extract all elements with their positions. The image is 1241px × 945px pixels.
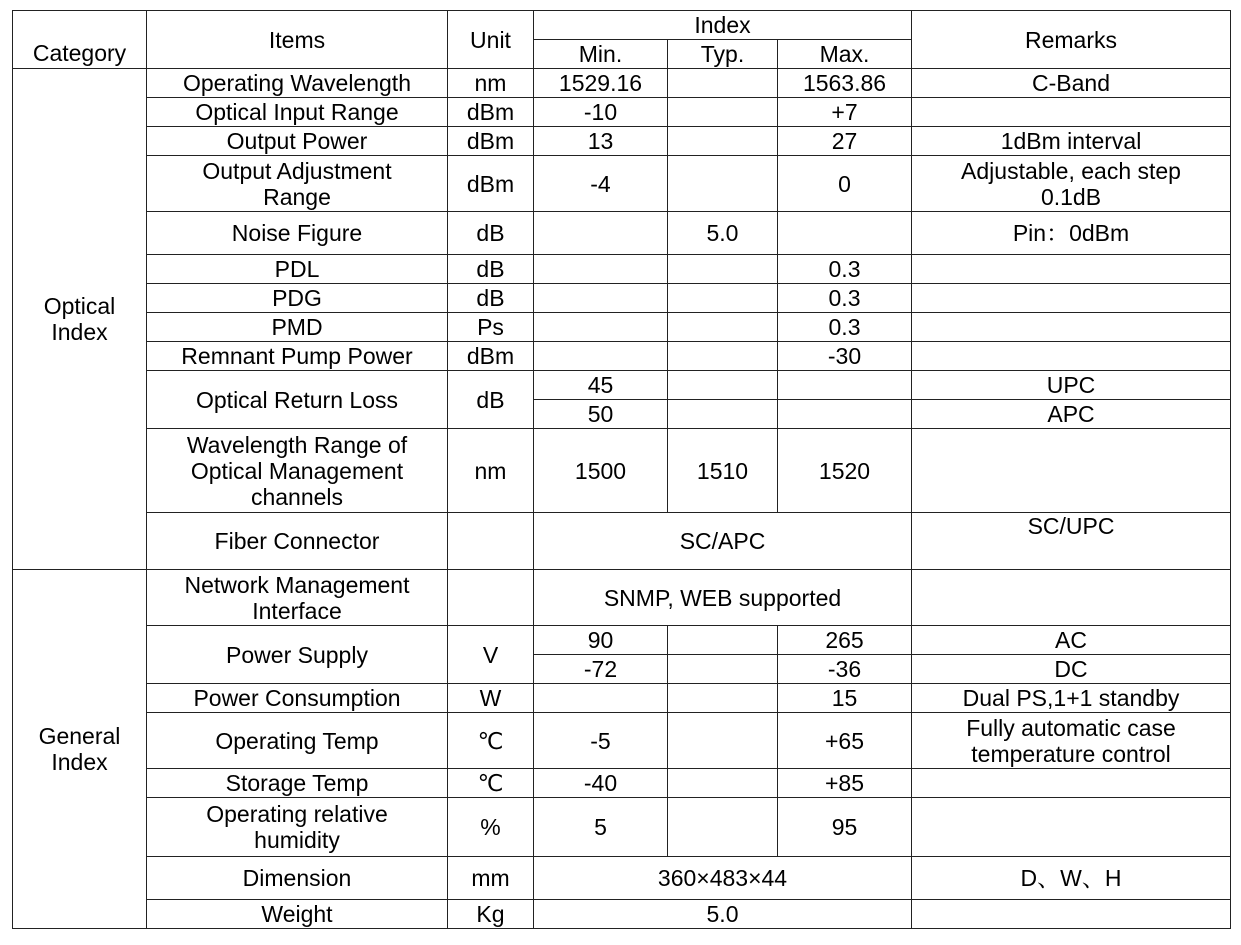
item-cell: Operating Temp xyxy=(147,713,448,769)
index-cell: SNMP, WEB supported xyxy=(534,570,912,626)
item-cell: Output Power xyxy=(147,127,448,156)
max-cell xyxy=(778,371,912,400)
item-cell: PDL xyxy=(147,255,448,284)
item-cell: Storage Temp xyxy=(147,769,448,798)
table-row xyxy=(13,212,1231,255)
table-row xyxy=(13,513,1231,570)
unit-cell xyxy=(448,513,534,570)
unit-cell: dB xyxy=(448,255,534,284)
min-cell: 90 xyxy=(534,626,668,655)
min-cell: 13 xyxy=(534,127,668,156)
typ-cell xyxy=(668,626,778,655)
typ-cell xyxy=(668,400,778,429)
unit-cell: dBm xyxy=(448,342,534,371)
max-cell: +65 xyxy=(778,713,912,769)
min-cell xyxy=(534,684,668,713)
unit-cell: % xyxy=(448,798,534,857)
remarks-cell xyxy=(912,798,1231,857)
min-cell: -4 xyxy=(534,156,668,212)
table-row xyxy=(13,429,1231,513)
remarks-cell xyxy=(912,255,1231,284)
header-unit: Unit xyxy=(448,11,534,69)
typ-cell xyxy=(668,655,778,684)
table-row xyxy=(13,626,1231,655)
typ-cell xyxy=(668,713,778,769)
max-cell: 265 xyxy=(778,626,912,655)
item-cell: Dimension xyxy=(147,857,448,900)
category-optical: Optical Index xyxy=(13,69,147,570)
remarks-cell: Dual PS,1+1 standby xyxy=(912,684,1231,713)
remarks-cell: UPC xyxy=(912,371,1231,400)
min-cell: 1529.16 xyxy=(534,69,668,98)
min-cell: -10 xyxy=(534,98,668,127)
min-cell: 5 xyxy=(534,798,668,857)
typ-cell xyxy=(668,127,778,156)
remarks-cell: D、W、H xyxy=(912,857,1231,900)
remarks-cell xyxy=(912,342,1231,371)
typ-cell xyxy=(668,98,778,127)
max-cell: 95 xyxy=(778,798,912,857)
remarks-cell xyxy=(912,98,1231,127)
min-cell xyxy=(534,342,668,371)
typ-cell xyxy=(668,313,778,342)
table-row xyxy=(13,98,1231,127)
table-row xyxy=(13,769,1231,798)
remarks-cell: DC xyxy=(912,655,1231,684)
header-typ: Typ. xyxy=(668,40,778,69)
unit-cell: dB xyxy=(448,284,534,313)
unit-cell: nm xyxy=(448,429,534,513)
remarks-cell: APC xyxy=(912,400,1231,429)
typ-cell xyxy=(668,371,778,400)
item-cell: Operating Wavelength xyxy=(147,69,448,98)
min-cell: -40 xyxy=(534,769,668,798)
remarks-cell: C-Band xyxy=(912,69,1231,98)
index-cell: 360×483×44 xyxy=(534,857,912,900)
header-remarks: Remarks xyxy=(912,11,1231,69)
item-cell: Operating relative humidity xyxy=(147,798,448,857)
item-cell: Network Management Interface xyxy=(147,570,448,626)
header-row xyxy=(13,11,1231,40)
header-index: Index xyxy=(534,11,912,40)
max-cell: 15 xyxy=(778,684,912,713)
unit-cell: Kg xyxy=(448,900,534,929)
typ-cell: 1510 xyxy=(668,429,778,513)
typ-cell: 5.0 xyxy=(668,212,778,255)
table-row xyxy=(13,857,1231,900)
unit-cell: nm xyxy=(448,69,534,98)
max-cell: +85 xyxy=(778,769,912,798)
table-row xyxy=(13,371,1231,400)
remarks-cell: 1dBm interval xyxy=(912,127,1231,156)
item-cell: Power Supply xyxy=(147,626,448,684)
item-cell: Fiber Connector xyxy=(147,513,448,570)
item-cell: Remnant Pump Power xyxy=(147,342,448,371)
unit-cell: dBm xyxy=(448,98,534,127)
unit-cell: ℃ xyxy=(448,713,534,769)
min-cell xyxy=(534,255,668,284)
table-row xyxy=(13,284,1231,313)
unit-cell: V xyxy=(448,626,534,684)
max-cell: 0.3 xyxy=(778,284,912,313)
table-row xyxy=(13,798,1231,857)
index-cell: SC/APC xyxy=(534,513,912,570)
typ-cell xyxy=(668,684,778,713)
unit-cell: mm xyxy=(448,857,534,900)
max-cell: 1520 xyxy=(778,429,912,513)
remarks-cell xyxy=(912,284,1231,313)
max-cell: 0.3 xyxy=(778,255,912,284)
unit-cell: Ps xyxy=(448,313,534,342)
remarks-cell: Pin：0dBm xyxy=(912,212,1231,255)
index-cell: 5.0 xyxy=(534,900,912,929)
max-cell: 0 xyxy=(778,156,912,212)
typ-cell xyxy=(668,255,778,284)
max-cell: -36 xyxy=(778,655,912,684)
item-cell: Wavelength Range of Optical Management channels xyxy=(147,429,448,513)
max-cell xyxy=(778,400,912,429)
max-cell: 0.3 xyxy=(778,313,912,342)
typ-cell xyxy=(668,284,778,313)
item-cell: Noise Figure xyxy=(147,212,448,255)
min-cell: 1500 xyxy=(534,429,668,513)
header-category: Category xyxy=(13,11,147,69)
min-cell: -72 xyxy=(534,655,668,684)
min-cell xyxy=(534,212,668,255)
remarks-cell: SC/UPC xyxy=(912,513,1231,570)
min-cell: 45 xyxy=(534,371,668,400)
min-cell: -5 xyxy=(534,713,668,769)
remarks-cell xyxy=(912,570,1231,626)
item-cell: Optical Return Loss xyxy=(147,371,448,429)
unit-cell: dBm xyxy=(448,127,534,156)
table-row xyxy=(13,69,1231,98)
remarks-cell xyxy=(912,769,1231,798)
remarks-cell: Fully automatic case temperature control xyxy=(912,713,1231,769)
max-cell: 1563.86 xyxy=(778,69,912,98)
max-cell: -30 xyxy=(778,342,912,371)
remarks-cell xyxy=(912,900,1231,929)
item-cell: PDG xyxy=(147,284,448,313)
unit-cell: ℃ xyxy=(448,769,534,798)
typ-cell xyxy=(668,342,778,371)
min-cell xyxy=(534,313,668,342)
table-row xyxy=(13,684,1231,713)
header-max: Max. xyxy=(778,40,912,69)
remarks-cell xyxy=(912,429,1231,513)
item-cell: PMD xyxy=(147,313,448,342)
item-cell: Optical Input Range xyxy=(147,98,448,127)
unit-cell: W xyxy=(448,684,534,713)
typ-cell xyxy=(668,69,778,98)
table-row xyxy=(13,713,1231,769)
category-general: General Index xyxy=(13,570,147,929)
item-cell: Power Consumption xyxy=(147,684,448,713)
max-cell: 27 xyxy=(778,127,912,156)
max-cell: +7 xyxy=(778,98,912,127)
header-items: Items xyxy=(147,11,448,69)
table-row xyxy=(13,900,1231,929)
table-row xyxy=(13,127,1231,156)
typ-cell xyxy=(668,798,778,857)
unit-cell: dB xyxy=(448,371,534,429)
typ-cell xyxy=(668,156,778,212)
item-cell: Output Adjustment Range xyxy=(147,156,448,212)
table-row xyxy=(13,255,1231,284)
table-row xyxy=(13,342,1231,371)
remarks-cell: Adjustable, each step 0.1dB xyxy=(912,156,1231,212)
item-cell: Weight xyxy=(147,900,448,929)
unit-cell: dB xyxy=(448,212,534,255)
min-cell: 50 xyxy=(534,400,668,429)
min-cell xyxy=(534,284,668,313)
remarks-cell xyxy=(912,313,1231,342)
table-row xyxy=(13,156,1231,212)
table-row xyxy=(13,313,1231,342)
max-cell xyxy=(778,212,912,255)
header-min: Min. xyxy=(534,40,668,69)
typ-cell xyxy=(668,769,778,798)
unit-cell xyxy=(448,570,534,626)
spec-table xyxy=(12,10,1231,929)
table-row xyxy=(13,570,1231,626)
remarks-cell: AC xyxy=(912,626,1231,655)
unit-cell: dBm xyxy=(448,156,534,212)
